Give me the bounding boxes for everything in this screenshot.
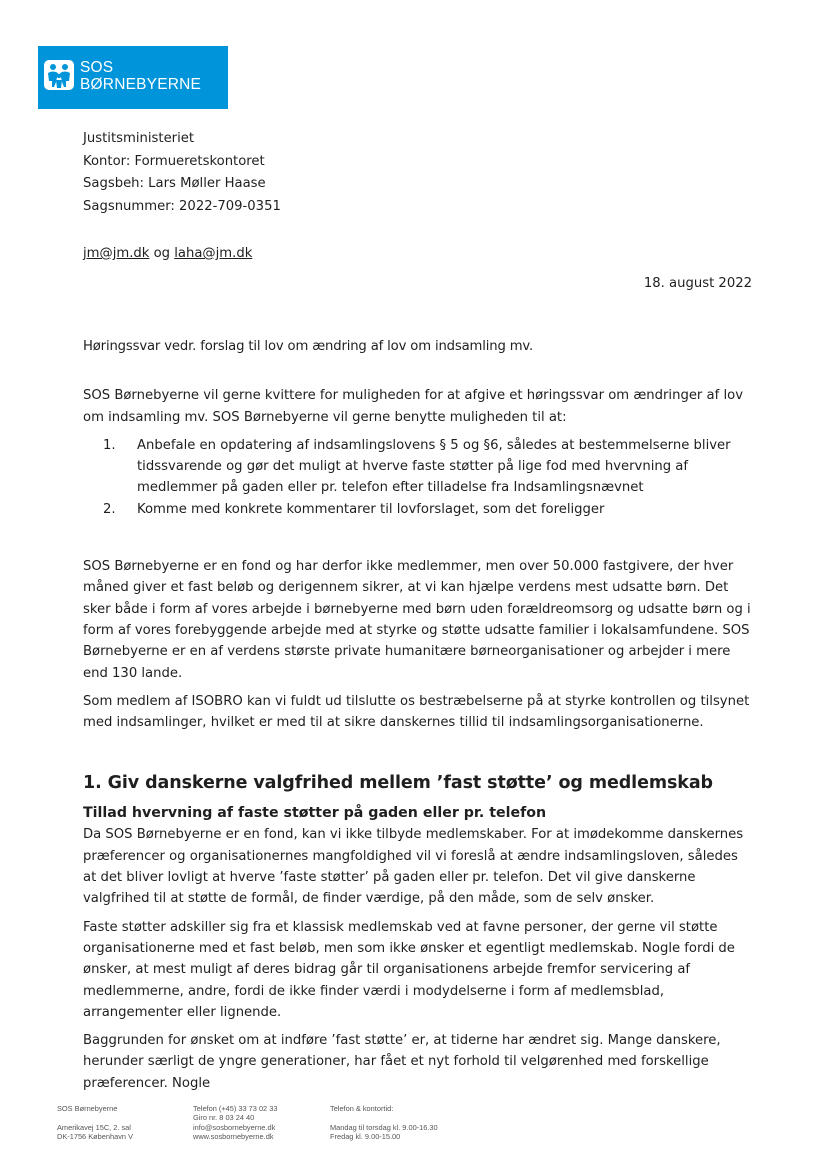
footer-line xyxy=(57,1113,133,1122)
logo-text xyxy=(80,59,201,93)
footer-line: Giro nr. 8 03 24 40 xyxy=(193,1113,255,1123)
recipient-block xyxy=(83,128,281,218)
email-joiner: og xyxy=(149,246,175,261)
recipient-line: Kontor: Formueretskontoret xyxy=(83,153,265,169)
section-paragraph: Faste støtter adskiller sig fra et klassisk medlemskab ved at favne personer, der gerne vil støtte organisationerne med et fast beløb, men som ikke ønsker et egentligt medlemskab. Nogle fordi de ønsker, at mest muligt af deres bidrag går til organisationens arbejde fremfor servicering af medlemmerne, andre, fordi de ikke finder værdi i modydelserne i form af medlemsblad, arrangementer eller lignende. xyxy=(83,919,735,1020)
email-link-laha[interactable]: laha@jm.dk xyxy=(174,246,253,261)
footer-line: Amerikavej 15C, 2. sal xyxy=(57,1122,131,1132)
footer-column-address xyxy=(57,1104,133,1142)
subject-line: Høringssvar vedr. forslag til lov om ændring af lov om indsamling mv. xyxy=(83,339,534,354)
section-subheading: Tillad hvervning af faste støtter på gaden eller pr. telefon xyxy=(83,805,547,822)
footer-line: Telefon & kontortid: xyxy=(330,1104,394,1113)
recipient-line: Sagsbeh: Lars Møller Haase xyxy=(83,176,266,191)
recommendation-list xyxy=(83,435,753,520)
footer-line: Telefon (+45) 33 73 02 33 xyxy=(193,1104,278,1113)
footer-line xyxy=(330,1113,438,1122)
logo xyxy=(38,46,228,109)
paragraph-fund: SOS Børnebyerne er en fond og har derfor ikke medlemmer, men over 50.000 fastgivere, der hver måned giver et fast beløb og derigennem sikrer, at vi kan hjælpe verdens mest udsatte børn. Det sker både i form af vores arbejde i børnebyerne med børn uden forældreomsorg og udsatte børn og i form af vores forebyggende arbejde med at styrke og støtte udsatte familier i lokalsamfundene. SOS Børnebyerne er en af verdens største private humanitære børneorganisationer og arbejder i mere end 130 lande. xyxy=(83,559,751,681)
footer-line: SOS Børnebyerne xyxy=(57,1104,118,1113)
logo-line-2: BØRNEBYERNE xyxy=(80,76,202,93)
footer-line: Mandag til torsdag kl. 9.00-16.30 xyxy=(330,1122,438,1132)
letter-date: 18. august 2022 xyxy=(643,276,752,291)
footer-line: info@sosbornebyerne.dk xyxy=(193,1122,276,1132)
section-heading: 1. Giv danskerne valgfrihed mellem ’fast støtte’ og medlemskab xyxy=(83,773,713,794)
email-line xyxy=(83,244,252,264)
footer-line: DK-1756 København V xyxy=(57,1132,134,1142)
letter-body xyxy=(83,336,753,1094)
email-link-jm[interactable]: jm@jm.dk xyxy=(83,246,150,261)
footer-line: Fredag kl. 9.00-15.00 xyxy=(330,1132,401,1142)
paragraph-isobro: Som medlem af ISOBRO kan vi fuldt ud tilslutte os bestræbelserne på at styrke kontrollen og tilsynet med indsamlinger, hvilket er med til at sikre danskernes tillid til indsamlingsorganisationerne. xyxy=(83,693,750,731)
recipient-line: Sagsnummer: 2022-709-0351 xyxy=(83,198,281,214)
logo-line-1: SOS xyxy=(80,59,114,76)
list-number: 1. xyxy=(103,437,116,453)
list-item xyxy=(83,435,753,499)
footer-column-contact xyxy=(193,1104,277,1142)
section-paragraph: Baggrunden for ønsket om at indføre ’fast støtte’ er, at tiderne har ændret sig. Mange danskere, herunder særligt de yngre generationer, har fået et nyt forhold til velgørenhed med forskellige præferencer. Nogle xyxy=(83,1033,721,1091)
footer-column-hours xyxy=(330,1104,438,1142)
section-paragraph: Da SOS Børnebyerne er en fond, kan vi ikke tilbyde medlemskaber. For at imødekomme danskernes præferencer og organisationernes mangfoldighed vil vi foreslå at ændre indsamlingsloven, således at det bliver lovligt at hverve ’faste støtter’ på gaden eller pr. telefon. Det vil give danskerne valgfrihed til at støtte de formål, de finder værdige, på den måde, som de selv ønsker. xyxy=(83,827,744,907)
list-text: Komme med konkrete kommentarer til lovforslaget, som det foreligger xyxy=(137,501,605,517)
list-number: 2. xyxy=(103,501,116,517)
intro-paragraph: SOS Børnebyerne vil gerne kvittere for muligheden for at afgive et høringssvar om ændringer af lov om indsamling mv. SOS Børnebyerne vil gerne benytte muligheden til at: xyxy=(83,388,743,425)
footer-line: www.sosbornebyerne.dk xyxy=(193,1132,274,1142)
children-icon xyxy=(44,60,74,90)
recipient-line: Justitsministeriet xyxy=(83,131,195,146)
list-text: Anbefale en opdatering af indsamlingslovens § 5 og §6, således at bestemmelserne bliver tidssvarende og gør det muligt at hverve faste støtter på lige fod med hvervning af medlemmer på gaden eller pr. telefon efter tilladelse fra Indsamlingsnævnet xyxy=(137,437,731,496)
list-item xyxy=(83,499,753,520)
